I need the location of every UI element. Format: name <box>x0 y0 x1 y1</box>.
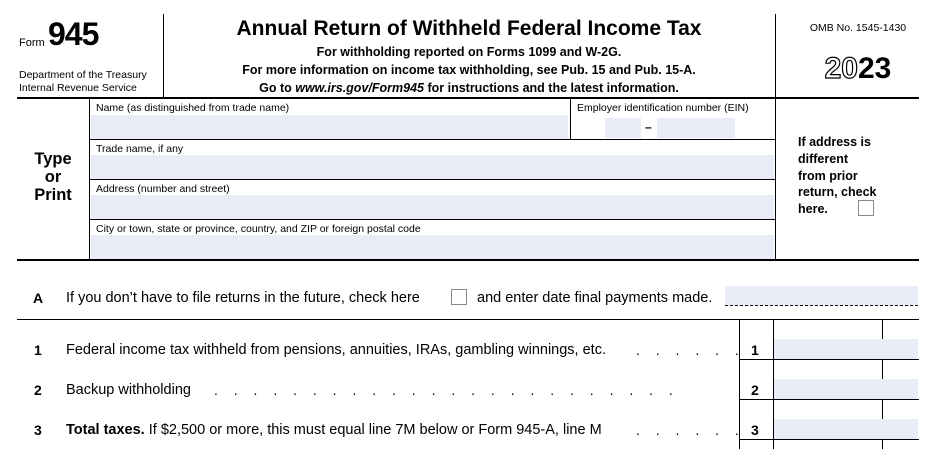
line-1-number: 1 <box>34 342 42 358</box>
line-3-amount-input[interactable] <box>774 419 918 440</box>
line-1-leader-dots: . . . . . . <box>636 342 745 358</box>
department-line: Department of the Treasury <box>19 69 147 81</box>
final-payment-date-field[interactable] <box>725 286 918 306</box>
line-2-amount-input[interactable] <box>774 379 918 400</box>
form-subtitle-3 <box>165 79 773 97</box>
line-1-amount-field[interactable] <box>774 339 918 360</box>
final-payment-date-input[interactable] <box>725 286 918 305</box>
address-input[interactable] <box>91 195 774 219</box>
ein-separator: – <box>645 120 652 134</box>
line-2-text: Backup withholding <box>66 382 191 398</box>
name-input[interactable] <box>91 115 568 139</box>
final-return-checkbox[interactable] <box>451 289 467 305</box>
print-label: Print <box>34 186 72 204</box>
type-label: Type <box>34 150 72 168</box>
tax-year <box>777 52 939 86</box>
line-a-letter: A <box>33 290 44 306</box>
subtitle-3-suffix: for instructions and the latest information. <box>423 81 679 95</box>
line-3-leader-dots: . . . . . . <box>636 422 745 438</box>
line-3-number: 3 <box>34 422 42 438</box>
name-field[interactable] <box>91 115 568 139</box>
line-3-bold-text: Total taxes. <box>66 422 145 438</box>
line-1-text: Federal income tax withheld from pensions, annuities, IRAs, gambling winnings, etc. <box>66 342 606 358</box>
line-3-rest-text: If $2,500 or more, this must equal line 7M below or Form 945-A, line M <box>144 422 602 438</box>
address-change-line-3: from prior <box>798 168 858 183</box>
address-change-line-1: If address is <box>798 135 871 149</box>
agency-line: Internal Revenue Service <box>19 82 137 94</box>
line-2-amount-field[interactable] <box>774 379 918 400</box>
form-subtitle-2: For more information on income tax withholding, see Pub. 15 and Pub. 15-A. <box>242 63 696 77</box>
city-input[interactable] <box>91 235 774 259</box>
address-change-checkbox[interactable] <box>858 200 874 216</box>
line-3-text <box>66 421 602 439</box>
address-change-line-5: here. <box>798 202 828 217</box>
tax-year-prefix: 20 <box>824 52 858 85</box>
line-3-box-number: 3 <box>751 422 759 438</box>
ein-label: Employer identification number (EIN) <box>577 102 749 114</box>
or-label: or <box>44 168 62 186</box>
line-2-number: 2 <box>34 382 42 398</box>
name-label: Name (as distinguished from trade name) <box>96 102 290 114</box>
form-prefix: Form <box>19 37 45 49</box>
form-number: 945 <box>48 16 99 52</box>
address-label: Address (number and street) <box>96 183 230 195</box>
ein-prefix-field[interactable] <box>605 118 641 138</box>
address-change-line-2: different <box>798 151 848 166</box>
trade-name-label: Trade name, if any <box>96 143 184 155</box>
line-a-text-after: and enter date final payments made. <box>477 290 713 306</box>
trade-name-field[interactable] <box>91 155 774 179</box>
line-3-amount-field[interactable] <box>774 419 918 440</box>
irs-form-link[interactable]: www.irs.gov/Form945 <box>295 81 424 95</box>
form-title: Annual Return of Withheld Federal Income Tax <box>236 17 702 40</box>
address-change-line-4: return, check <box>798 185 877 200</box>
type-or-print-label <box>22 150 84 204</box>
tax-year-suffix: 23 <box>858 52 892 85</box>
address-field[interactable] <box>91 195 774 219</box>
city-field[interactable] <box>91 235 774 259</box>
subtitle-3-prefix: Go to <box>259 81 296 95</box>
line-1-box-number: 1 <box>751 342 759 358</box>
form-subtitle-1: For withholding reported on Forms 1099 and W-2G. <box>316 45 622 59</box>
omb-number: OMB No. 1545-1430 <box>809 22 907 34</box>
line-2-leader-dots: . . . . . . . . . . . . . . . . . . . . . . . . <box>214 382 679 398</box>
line-2-box-number: 2 <box>751 382 759 398</box>
line-a-text: If you don’t have to file returns in the future, check here <box>66 290 420 306</box>
city-label: City or town, state or province, country, and ZIP or foreign postal code <box>96 223 421 235</box>
trade-name-input[interactable] <box>91 155 774 179</box>
ein-suffix-field[interactable] <box>657 118 735 138</box>
line-1-amount-input[interactable] <box>774 339 918 360</box>
